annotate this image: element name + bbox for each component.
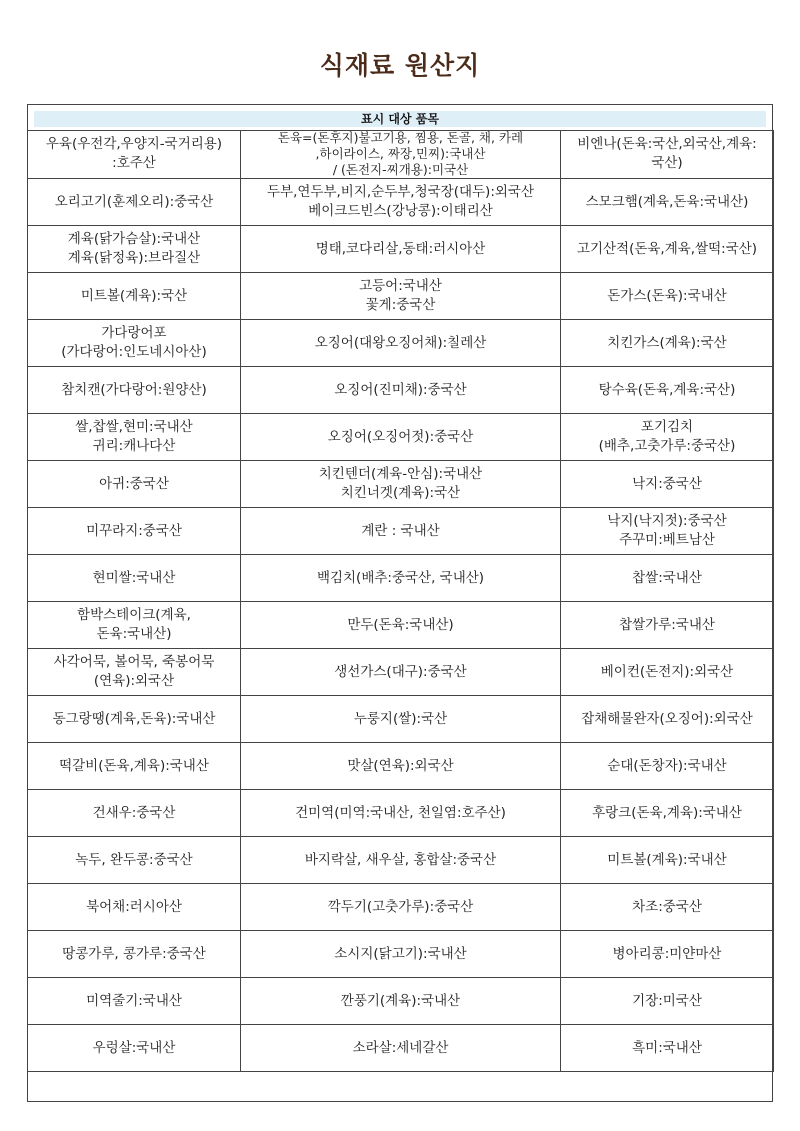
table-cell: 베이컨(돈전지):외국산 bbox=[561, 649, 774, 696]
table-cell: 소시지(닭고기):국내산 bbox=[241, 931, 561, 978]
table-cell: 누룽지(쌀):국산 bbox=[241, 696, 561, 743]
table-row bbox=[28, 931, 774, 978]
table-row bbox=[28, 508, 774, 555]
table-cell: 잡채해물완자(오징어):외국산 bbox=[561, 696, 774, 743]
table-cell: 떡갈비(돈육,계육):국내산 bbox=[28, 743, 241, 790]
table-cell: 찹쌀:국내산 bbox=[561, 555, 774, 602]
table-cell: 북어채:러시아산 bbox=[28, 884, 241, 931]
table-cell: 오리고기(훈제오리):중국산 bbox=[28, 179, 241, 226]
table-cell: 스모크햄(계육,돈육:국내산) bbox=[561, 179, 774, 226]
table-cell: 차조:중국산 bbox=[561, 884, 774, 931]
table-row bbox=[28, 696, 774, 743]
table-cell: 오징어(대왕오징어채):칠레산 bbox=[241, 320, 561, 367]
table-cell: 치킨가스(계육):국산 bbox=[561, 320, 774, 367]
table-row bbox=[28, 978, 774, 1025]
table-cell: 깍두기(고춧가루):중국산 bbox=[241, 884, 561, 931]
table-cell: 만두(돈육:국내산) bbox=[241, 602, 561, 649]
table-cell: 동그랑땡(계육,돈육):국내산 bbox=[28, 696, 241, 743]
page-title: 식재료 원산지 bbox=[319, 51, 481, 80]
table-row bbox=[28, 837, 774, 884]
origin-table bbox=[27, 130, 774, 1072]
table-cell: 깐풍기(계육):국내산 bbox=[241, 978, 561, 1025]
table-cell: 순대(돈창자):국내산 bbox=[561, 743, 774, 790]
table-cell: 고기산적(돈육,계육,쌀떡:국산) bbox=[561, 226, 774, 273]
table-row bbox=[28, 602, 774, 649]
table-cell: 병아리콩:미얀마산 bbox=[561, 931, 774, 978]
table-cell: 돈가스(돈육):국내산 bbox=[561, 273, 774, 320]
table-header: 표시 대상 품목 bbox=[34, 111, 766, 127]
table-cell: 낙지:중국산 bbox=[561, 461, 774, 508]
table-cell: 아귀:중국산 bbox=[28, 461, 241, 508]
table-cell: 쌀,찹쌀,현미:국내산 귀리:캐나다산 bbox=[28, 414, 241, 461]
table-row bbox=[28, 226, 774, 273]
table-cell: 땅콩가루, 콩가루:중국산 bbox=[28, 931, 241, 978]
table-cell: 사각어묵, 볼어묵, 죽봉어묵 (연육):외국산 bbox=[28, 649, 241, 696]
origin-table-frame bbox=[27, 104, 773, 1102]
table-cell: 함박스테이크(계육, 돈육:국내산) bbox=[28, 602, 241, 649]
table-row bbox=[28, 179, 774, 226]
table-cell: 고등어:국내산 꽃게:중국산 bbox=[241, 273, 561, 320]
table-cell: 건새우:중국산 bbox=[28, 790, 241, 837]
table-cell: 미역줄기:국내산 bbox=[28, 978, 241, 1025]
table-cell: 흑미:국내산 bbox=[561, 1025, 774, 1072]
table-cell: 건미역(미역:국내산, 천일염:호주산) bbox=[241, 790, 561, 837]
table-cell: 오징어(진미채):중국산 bbox=[241, 367, 561, 414]
table-cell: 미꾸라지:중국산 bbox=[28, 508, 241, 555]
table-row bbox=[28, 367, 774, 414]
table-cell: 두부,연두부,비지,순두부,청국장(대두):외국산 베이크드빈스(강낭콩):이태리산 bbox=[241, 179, 561, 226]
table-cell: 포기김치 (배추,고춧가루:중국산) bbox=[561, 414, 774, 461]
table-row bbox=[28, 461, 774, 508]
table-row bbox=[28, 320, 774, 367]
table-cell: 비엔나(돈육:국산,외국산,계육: 국산) bbox=[561, 130, 774, 179]
table-cell: 미트볼(계육):국내산 bbox=[561, 837, 774, 884]
table-row bbox=[28, 1025, 774, 1072]
table-cell: 찹쌀가루:국내산 bbox=[561, 602, 774, 649]
table-cell: 후랑크(돈육,계육):국내산 bbox=[561, 790, 774, 837]
table-row bbox=[28, 414, 774, 461]
table-cell: 생선가스(대구):중국산 bbox=[241, 649, 561, 696]
table-row bbox=[28, 649, 774, 696]
table-cell: 녹두, 완두콩:중국산 bbox=[28, 837, 241, 884]
table-cell: 계육(닭가슴살):국내산 계육(닭정육):브라질산 bbox=[28, 226, 241, 273]
table-cell: 우육(우전각,우양지-국거리용) :호주산 bbox=[28, 130, 241, 179]
table-cell: 치킨텐더(계육-안심):국내산 치킨너겟(계육):국산 bbox=[241, 461, 561, 508]
table-cell: 탕수육(돈육,계육:국산) bbox=[561, 367, 774, 414]
table-cell: 바지락살, 새우살, 홍합살:중국산 bbox=[241, 837, 561, 884]
table-cell: 우렁살:국내산 bbox=[28, 1025, 241, 1072]
table-cell: 백김치(배추:중국산, 국내산) bbox=[241, 555, 561, 602]
table-row bbox=[28, 790, 774, 837]
table-cell: 소라살:세네갈산 bbox=[241, 1025, 561, 1072]
table-cell: 현미쌀:국내산 bbox=[28, 555, 241, 602]
table-cell: 낙지(낙지젓):중국산 주꾸미:베트남산 bbox=[561, 508, 774, 555]
table-cell: 돈육=(돈후지)불고기용, 찜용, 돈골, 채, 카레 ,하이라이스, 짜장,민찌):국내산 / (돈전지-찌개용):미국산 bbox=[241, 130, 561, 179]
table-cell: 오징어(오징어젓):중국산 bbox=[241, 414, 561, 461]
table-cell: 계란 : 국내산 bbox=[241, 508, 561, 555]
table-cell: 가다랑어포 (가다랑어:인도네시아산) bbox=[28, 320, 241, 367]
table-cell: 미트볼(계육):국산 bbox=[28, 273, 241, 320]
table-cell: 명태,코다리살,동태:러시아산 bbox=[241, 226, 561, 273]
table-cell: 기장:미국산 bbox=[561, 978, 774, 1025]
table-row bbox=[28, 273, 774, 320]
table-cell: 참치캔(가다랑어:원양산) bbox=[28, 367, 241, 414]
table-cell: 맛살(연육):외국산 bbox=[241, 743, 561, 790]
table-row bbox=[28, 884, 774, 931]
table-row bbox=[28, 555, 774, 602]
table-row bbox=[28, 130, 774, 179]
table-row bbox=[28, 743, 774, 790]
